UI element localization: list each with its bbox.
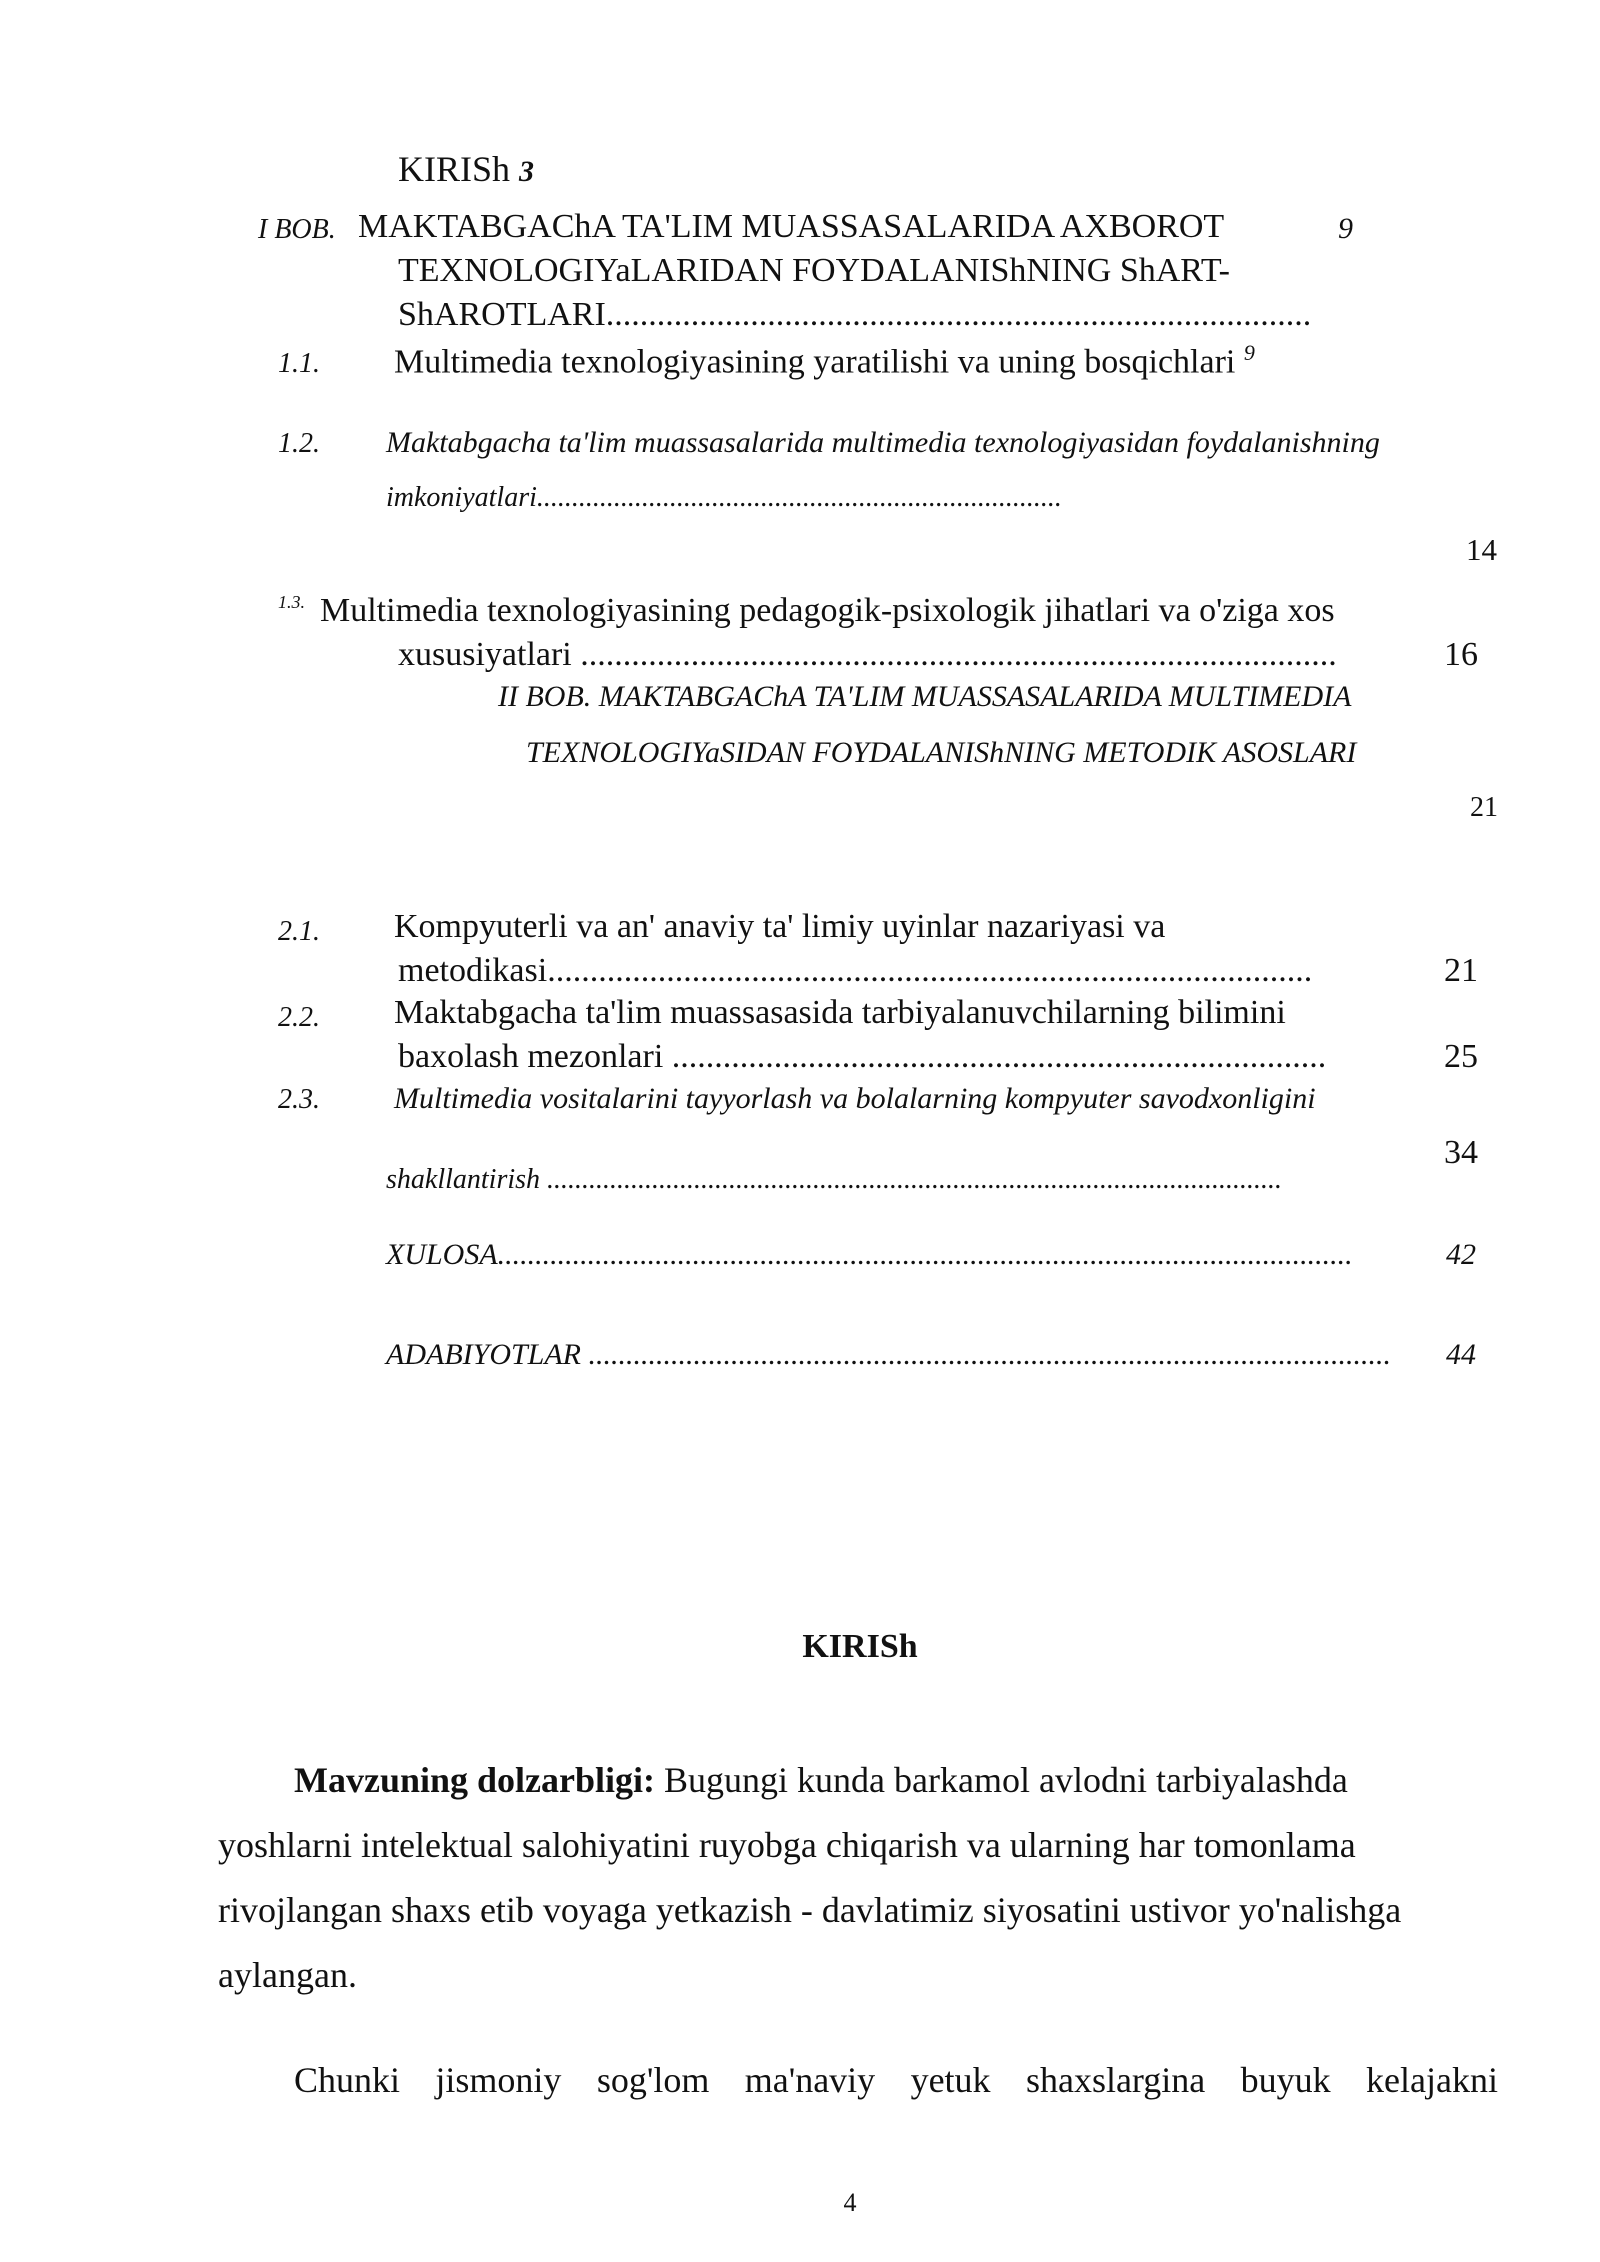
toc-s12-page: 14	[1466, 532, 1497, 567]
intro-lead: Mavzuning dolzarbligi:	[294, 1760, 656, 1800]
intro-paragraph-1-line-3: rivojlangan shaxs etib voyaga yetkazish - davlatimiz siyosatini ustivor yo'nalishga	[218, 1890, 1402, 1930]
intro-paragraph-2-line-1: Chunki jismoniy sog'lom ma'naviy yetuk shaxslargina buyuk kelajakni	[294, 2060, 1498, 2100]
toc-s22-line2: baxolash mezonlari .............................................................................	[398, 1038, 1327, 1075]
toc-s23-number: 2.3.	[278, 1084, 320, 1115]
toc-s13-line2: xususiyatlari .........................................................................................	[398, 636, 1337, 673]
page-number: 4	[843, 2188, 857, 2217]
toc-s23-page: 34	[1444, 1134, 1478, 1171]
toc-bob1-line2: TEXNOLOGIYaLARIDAN FOYDALANIShNING ShART-	[398, 252, 1230, 289]
toc-adabiyotlar-page: 44	[1446, 1338, 1476, 1371]
toc-kirish-page: 3	[519, 155, 535, 188]
toc-s22-number: 2.2.	[278, 1002, 320, 1033]
toc-s11-number: 1.1.	[278, 348, 320, 379]
toc-s11-title: Multimedia texnologiyasining yaratilishi va uning bosqichlari	[394, 343, 1236, 381]
toc-xulosa-label[interactable]: XULOSA..................................................................................................................	[386, 1238, 1353, 1271]
toc-s22-line1[interactable]: Maktabgacha ta'lim muassasasida tarbiyalanuvchilarning bilimini	[394, 994, 1286, 1031]
toc-bob1-line3: ShAROTLARI...................................................................................	[398, 296, 1312, 333]
toc-s13-line1[interactable]: Multimedia texnologiyasining pedagogik-psixologik jihatlari va o'ziga xos	[320, 592, 1335, 629]
toc-s12-line2: imkoniyatlari...........................................................................	[386, 482, 1062, 513]
toc-s12-line1[interactable]: Maktabgacha ta'lim muassasalarida multimedia texnologiyasidan foydalanishning	[386, 426, 1380, 459]
toc-adabiyotlar-label[interactable]: ADABIYOTLAR ...........................................................................................................	[386, 1338, 1391, 1371]
toc-xulosa-page: 42	[1446, 1238, 1476, 1271]
toc-s13-number: 1.3.	[278, 592, 305, 612]
toc-s21-page: 21	[1444, 952, 1478, 989]
toc-s12-number: 1.2.	[278, 428, 320, 459]
intro-paragraph-1-line-4: aylangan.	[218, 1955, 357, 1995]
toc-bob1-page: 9	[1338, 212, 1353, 245]
toc-bob2-page: 21	[1470, 792, 1498, 823]
toc-s21-line1[interactable]: Kompyuterli va an' anaviy ta' limiy uyinlar nazariyasi va	[394, 908, 1166, 945]
toc-bob1-line1[interactable]: MAKTABGAChA TA'LIM MUASSASALARIDA AXBOROT	[358, 208, 1225, 245]
toc-s13-page: 16	[1444, 636, 1478, 673]
toc-bob1-prefix: I BOB.	[258, 214, 336, 245]
toc-s23-line2: shakllantirish .........................................................................................................	[386, 1164, 1283, 1195]
toc-bob2-line2: TEXNOLOGIYaSIDAN FOYDALANIShNING METODIK ASOSLARI	[526, 736, 1357, 769]
toc-s11-page: 9	[1243, 340, 1255, 365]
toc-kirish-label: KIRISh	[398, 149, 511, 189]
intro-paragraph-1-line-1	[294, 1748, 1494, 1813]
toc-s11-entry[interactable]	[394, 340, 1255, 381]
intro-paragraph-1-line-2: yoshlarni intelektual salohiyatini ruyobga chiqarish va ularning har tomonlama	[218, 1825, 1356, 1865]
toc-bob2-line1[interactable]: II BOB. MAKTABGAChA TA'LIM MUASSASALARIDA MULTIMEDIA	[498, 680, 1352, 713]
toc-s23-line1[interactable]: Multimedia vositalarini tayyorlash va bolalarning kompyuter savodxonligini	[394, 1082, 1316, 1115]
intro-p1-line1-text: Bugungi kunda barkamol avlodni tarbiyalashda	[655, 1760, 1348, 1800]
toc-s21-number: 2.1.	[278, 916, 320, 947]
toc-s21-line2: metodikasi..........................................................................................	[398, 952, 1313, 989]
toc-s22-page: 25	[1444, 1038, 1478, 1075]
intro-heading: KIRISh	[802, 1628, 918, 1665]
toc-kirish[interactable]	[398, 148, 534, 190]
